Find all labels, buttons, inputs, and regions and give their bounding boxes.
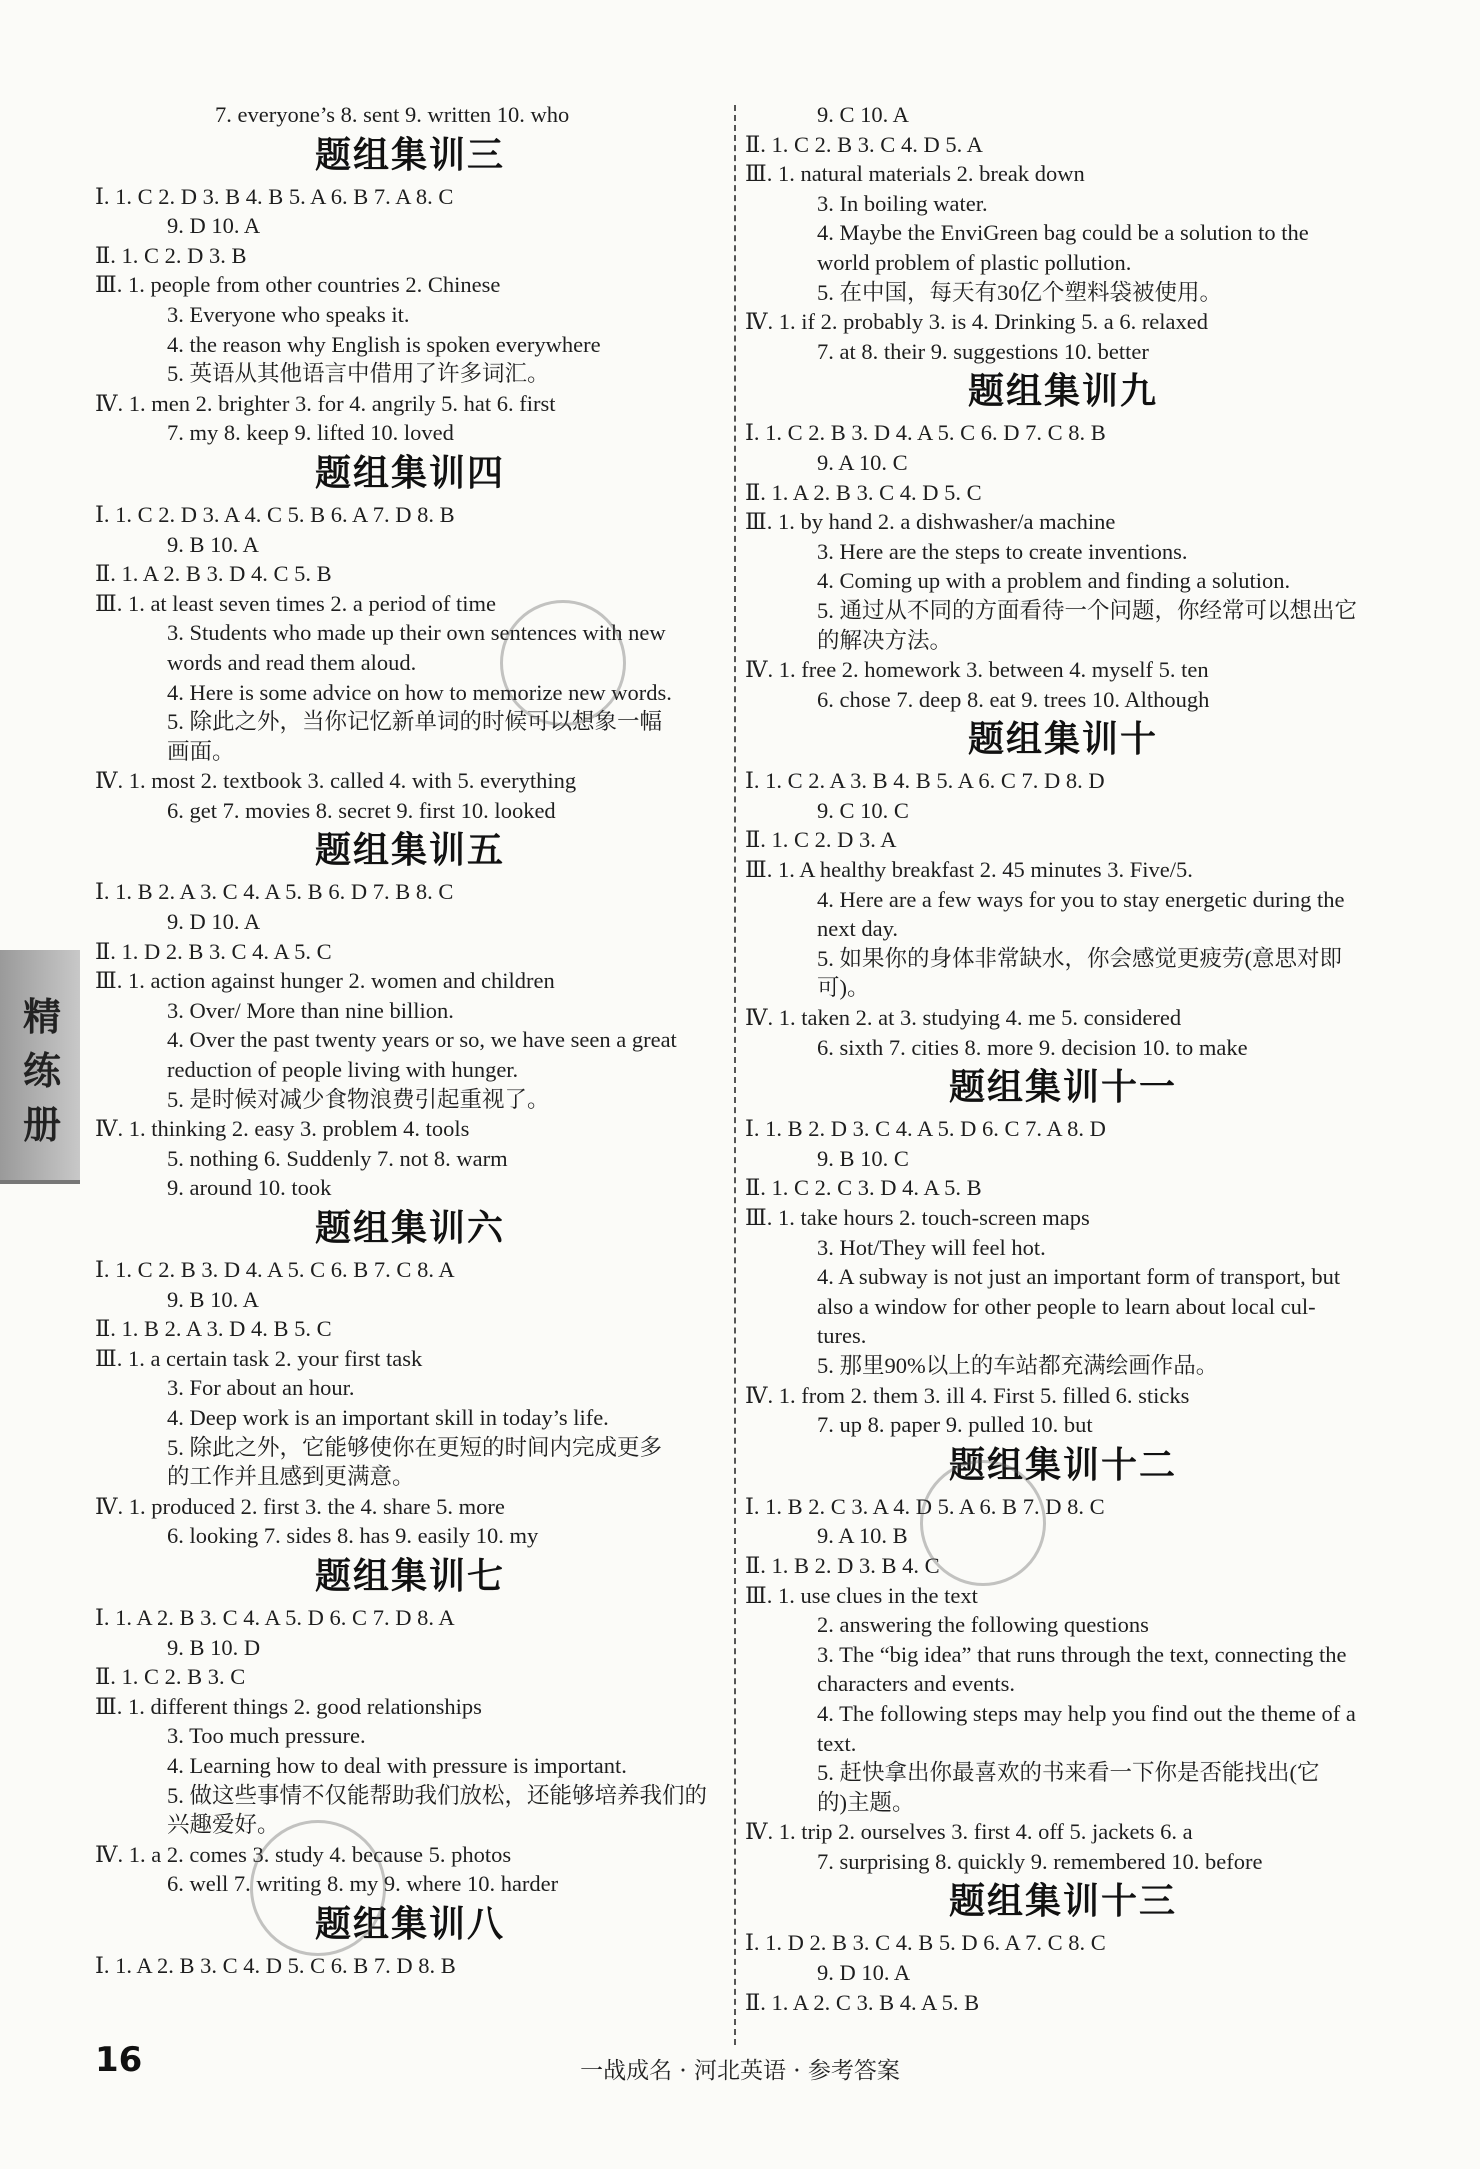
answer-line: 9. A 10. B — [817, 1523, 908, 1549]
answer-line: reduction of people living with hunger. — [167, 1057, 519, 1083]
answer-line: Ⅱ. 1. C 2. D 3. B — [95, 242, 247, 268]
answer-line: 9. around 10. took — [167, 1175, 332, 1201]
answer-line: Ⅱ. 1. C 2. C 3. D 4. A 5. B — [745, 1175, 982, 1201]
answer-line: Ⅳ. 1. trip 2. ourselves 3. first 4. off 5. jackets 6. a — [745, 1819, 1193, 1845]
answer-line: also a window for other people to learn about local cul- — [817, 1293, 1316, 1319]
answer-line: 5. nothing 6. Suddenly 7. not 8. warm — [167, 1145, 508, 1171]
answer-line: Ⅲ. 1. use clues in the text — [745, 1582, 978, 1608]
answer-line: characters and events. — [817, 1671, 1016, 1697]
answer-line: 5. 通过从不同的方面看待一个问题，你经常可以想出它 — [817, 597, 1358, 623]
answer-line: 6. looking 7. sides 8. has 9. easily 10. my — [167, 1523, 539, 1549]
answer-line: Ⅲ. 1. take hours 2. touch-screen maps — [745, 1205, 1090, 1230]
section-heading: 题组集训五 — [314, 830, 505, 872]
answer-line: Ⅳ. 1. free 2. homework 3. between 4. myself 5. ten — [745, 657, 1209, 683]
answer-line: Ⅲ. 1. at least seven times 2. a period of time — [95, 590, 496, 616]
answer-line: 5. 英语从其他语言中借用了许多词汇。 — [167, 361, 550, 387]
answer-line: words and read them aloud. — [167, 649, 417, 675]
answer-line: 4. Here are a few ways for you to stay energetic during the — [817, 886, 1345, 912]
answer-line: Ⅱ. 1. C 2. B 3. C — [95, 1664, 246, 1690]
answer-line: 9. D 10. A — [167, 213, 261, 239]
answer-line: 4. Here is some advice on how to memorize new words. — [167, 679, 672, 705]
answer-line: 7. surprising 8. quickly 9. remembered 10. before — [817, 1848, 1263, 1874]
answer-line: 3. Students who made up their own sentences with new — [167, 620, 666, 646]
left-column — [95, 100, 725, 1980]
answer-line: Ⅰ. 1. C 2. D 3. A 4. C 5. B 6. A 7. D 8. B — [95, 501, 455, 527]
answer-line: 9. A 10. C — [817, 449, 908, 475]
answer-line: 4. Over the past twenty years or so, we have seen a great — [167, 1027, 677, 1053]
answer-line: 3. Everyone who speaks it. — [167, 301, 410, 327]
answer-line: Ⅰ. 1. C 2. B 3. D 4. A 5. C 6. D 7. C 8. B — [745, 420, 1106, 446]
answer-line: 4. Coming up with a problem and finding a solution. — [817, 568, 1291, 594]
section-heading: 题组集训十 — [967, 719, 1158, 761]
answer-line: 3. Hot/They will feel hot. — [817, 1234, 1046, 1260]
answer-line: 9. C 10. C — [817, 797, 909, 823]
section-heading: 题组集训十三 — [948, 1881, 1177, 1923]
answer-line: Ⅰ. 1. B 2. D 3. C 4. A 5. D 6. C 7. A 8. D — [745, 1116, 1106, 1142]
answer-line: Ⅱ. 1. A 2. B 3. C 4. D 5. C — [745, 479, 982, 505]
answer-line: Ⅲ. 1. by hand 2. a dishwasher/a machine — [745, 509, 1116, 535]
side-tab-label: 精练册 — [22, 995, 61, 1147]
answer-line: 5. 除此之外，它能够使你在更短的时间内完成更多 — [167, 1434, 663, 1460]
answer-line: Ⅲ. 1. different things 2. good relationships — [95, 1693, 482, 1719]
answer-line: 5. 做这些事情不仅能帮助我们放松，还能够培养我们的 — [167, 1782, 708, 1808]
answer-line: 9. B 10. D — [167, 1634, 261, 1660]
answer-line: Ⅰ. 1. B 2. A 3. C 4. A 5. B 6. D 7. B 8. C — [95, 879, 454, 905]
answer-line: Ⅱ. 1. D 2. B 3. C 4. A 5. C — [95, 938, 332, 964]
page-footer: 一战成名 · 河北英语 · 参考答案 — [580, 2058, 900, 2084]
answer-line: Ⅳ. 1. thinking 2. easy 3. problem 4. tools — [95, 1116, 470, 1142]
answer-line: 5. 在中国，每天有30亿个塑料袋被使用。 — [817, 279, 1223, 305]
answer-line: 3. Over/ More than nine billion. — [167, 997, 454, 1023]
answer-line: Ⅰ. 1. C 2. B 3. D 4. A 5. C 6. B 7. C 8. A — [95, 1257, 455, 1282]
answer-line: 9. B 10. A — [167, 1286, 259, 1312]
answer-line: 画面。 — [167, 738, 235, 764]
answer-line: 3. In boiling water. — [817, 190, 988, 216]
answer-line: 6. chose 7. deep 8. eat 9. trees 10. Although — [817, 686, 1210, 712]
answer-line: 9. D 10. A — [817, 1960, 911, 1986]
answer-line: 9. D 10. A — [167, 909, 261, 935]
answer-line: 9. C 10. A — [817, 102, 909, 127]
answer-line: 7. my 8. keep 9. lifted 10. loved — [167, 420, 454, 446]
answer-line: Ⅲ. 1. natural materials 2. break down — [745, 161, 1085, 187]
answer-line: 6. well 7. writing 8. my 9. where 10. harder — [167, 1871, 559, 1897]
answer-line: 4. Learning how to deal with pressure is important. — [167, 1752, 627, 1778]
answer-line: Ⅱ. 1. C 2. B 3. C 4. D 5. A — [745, 131, 983, 157]
column-divider — [734, 105, 736, 2045]
answer-line: Ⅰ. 1. D 2. B 3. C 4. B 5. D 6. A 7. C 8. C — [745, 1930, 1106, 1956]
answer-line: Ⅰ. 1. B 2. C 3. A 4. D 5. A 6. B 7. D 8. C — [745, 1493, 1105, 1519]
answer-line: Ⅳ. 1. most 2. textbook 3. called 4. with 5. everything — [95, 768, 577, 794]
section-heading: 题组集训七 — [314, 1555, 505, 1597]
watermark-stamp — [500, 600, 626, 726]
answer-line: Ⅰ. 1. A 2. B 3. C 4. D 5. C 6. B 7. D 8. B — [95, 1952, 456, 1978]
answer-line: next day. — [817, 916, 899, 942]
answer-line: 3. For about an hour. — [167, 1375, 355, 1401]
answer-line: 5. 是时候对减少食物浪费引起重视了。 — [167, 1086, 550, 1112]
answer-line: tures. — [817, 1323, 867, 1349]
answer-line: Ⅳ. 1. taken 2. at 3. studying 4. me 5. considered — [745, 1005, 1182, 1031]
answer-line: Ⅱ. 1. B 2. A 3. D 4. B 5. C — [95, 1316, 332, 1342]
answer-line: 9. B 10. C — [817, 1145, 909, 1171]
answer-line: 3. Too much pressure. — [167, 1723, 366, 1749]
watermark-stamp — [920, 1460, 1046, 1586]
answer-line: 6. get 7. movies 8. secret 9. first 10. looked — [167, 797, 556, 823]
section-heading: 题组集训十二 — [948, 1444, 1177, 1486]
section-heading: 题组集训四 — [314, 452, 505, 494]
answer-line: Ⅳ. 1. men 2. brighter 3. for 4. angrily 5. hat 6. first — [95, 390, 556, 416]
answer-line: Ⅱ. 1. A 2. B 3. D 4. C 5. B — [95, 561, 332, 587]
answer-line: Ⅰ. 1. A 2. B 3. C 4. A 5. D 6. C 7. D 8. A — [95, 1604, 455, 1630]
answer-line: Ⅱ. 1. B 2. D 3. B 4. C — [745, 1552, 940, 1578]
answer-line: 7. everyone’s 8. sent 9. written 10. who — [215, 102, 570, 127]
answer-line: Ⅳ. 1. if 2. probably 3. is 4. Drinking 5. a 6. relaxed — [745, 309, 1209, 335]
answer-line: Ⅳ. 1. a 2. comes 3. study 4. because 5. photos — [95, 1841, 512, 1867]
answer-line: 可)。 — [817, 975, 870, 1001]
answer-line: Ⅰ. 1. C 2. D 3. B 4. B 5. A 6. B 7. A 8. C — [95, 183, 454, 209]
answer-line: 兴趣爱好。 — [167, 1812, 280, 1838]
answer-line: 的)主题。 — [817, 1789, 915, 1815]
answer-line: 6. sixth 7. cities 8. more 9. decision 10. to make — [817, 1034, 1248, 1060]
answer-line: 的解决方法。 — [817, 627, 953, 653]
answer-line: 5. 赶快拿出你最喜欢的书来看一下你是否能找出(它 — [817, 1760, 1320, 1786]
section-heading: 题组集训九 — [967, 371, 1158, 413]
answer-line: Ⅲ. 1. action against hunger 2. women and children — [95, 968, 555, 994]
answer-line: Ⅱ. 1. A 2. C 3. B 4. A 5. B — [745, 1989, 980, 2015]
answer-line: Ⅲ. 1. A healthy breakfast 2. 45 minutes 3. Five/5. — [745, 857, 1193, 883]
page-number: 16 — [95, 2040, 143, 2080]
section-heading: 题组集训六 — [314, 1208, 505, 1249]
answer-line: 2. answering the following questions — [817, 1612, 1149, 1638]
answer-line: 9. B 10. A — [167, 531, 259, 557]
answer-line: world problem of plastic pollution. — [817, 249, 1132, 275]
answer-line: text. — [817, 1730, 857, 1756]
answer-line: Ⅰ. 1. C 2. A 3. B 4. B 5. A 6. C 7. D 8. D — [745, 768, 1105, 794]
section-heading: 题组集训八 — [314, 1903, 505, 1945]
answer-line: 5. 那里90%以上的车站都充满绘画作品。 — [817, 1352, 1219, 1378]
answer-line: 4. The following steps may help you find out the theme of a — [817, 1700, 1356, 1726]
answer-line: 4. A subway is not just an important form of transport, but — [817, 1264, 1341, 1290]
section-heading: 题组集训十一 — [948, 1067, 1177, 1109]
answer-line: 3. The “big idea” that runs through the text, connecting the — [817, 1641, 1347, 1667]
answer-line: Ⅳ. 1. produced 2. first 3. the 4. share 5. more — [95, 1493, 505, 1519]
answer-line: 4. the reason why English is spoken everywhere — [167, 331, 601, 357]
answer-line: 3. Here are the steps to create inventions. — [817, 538, 1188, 564]
right-column — [745, 100, 1381, 2017]
answer-line: 4. Deep work is an important skill in today’s life. — [167, 1404, 609, 1430]
answer-line: 5. 除此之外，当你记忆新单词的时候可以想象一幅 — [167, 709, 663, 735]
answer-line: 7. up 8. paper 9. pulled 10. but — [817, 1412, 1093, 1438]
answer-line: Ⅲ. 1. a certain task 2. your first task — [95, 1345, 423, 1371]
answer-line: 的工作并且感到更满意。 — [167, 1464, 415, 1490]
answer-line: 7. at 8. their 9. suggestions 10. better — [817, 338, 1149, 364]
section-heading: 题组集训三 — [314, 134, 505, 176]
answer-line: Ⅱ. 1. C 2. D 3. A — [745, 827, 897, 853]
side-tab — [0, 950, 80, 1184]
answer-line: Ⅳ. 1. from 2. them 3. ill 4. First 5. filled 6. sticks — [745, 1382, 1190, 1408]
answer-line: Ⅲ. 1. people from other countries 2. Chinese — [95, 272, 501, 298]
answer-line: 5. 如果你的身体非常缺水，你会感觉更疲劳(意思对即 — [817, 945, 1342, 971]
answer-line: 4. Maybe the EnviGreen bag could be a solution to the — [817, 220, 1309, 246]
watermark-stamp — [250, 1820, 386, 1956]
